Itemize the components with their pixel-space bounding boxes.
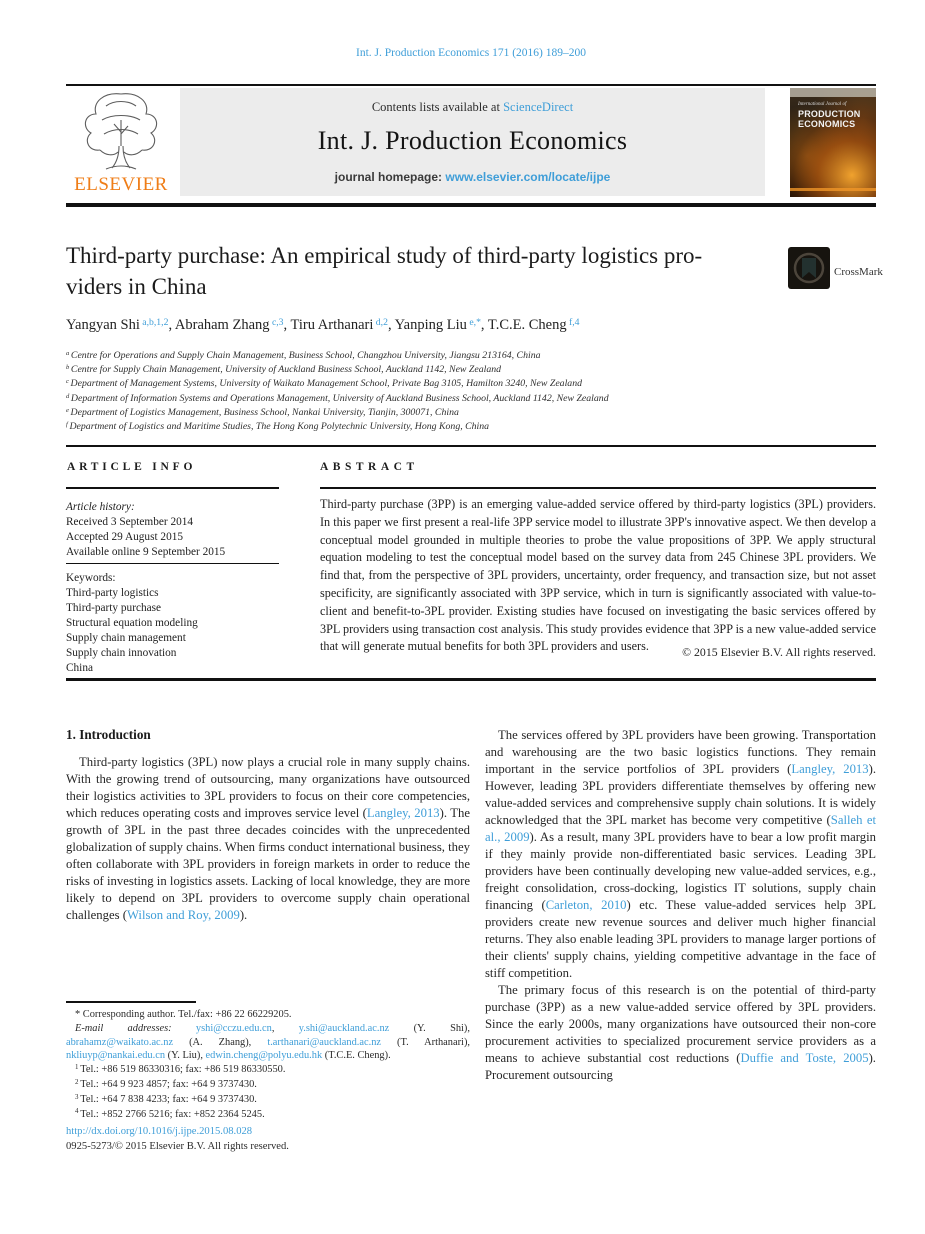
text-segment: ). However, leading 3PL providers differentiate themselves by offering new value-added services and comprehensive supply chain solutions. It is widely acknowledged that the 3PL market has become very competitive ( xyxy=(485,762,877,827)
journal-reference: Int. J. Production Economics 171 (2016) 189–200 xyxy=(356,47,586,59)
history-bottom-rule xyxy=(66,563,279,564)
affiliations xyxy=(66,349,876,434)
masthead-bottom-rule xyxy=(66,203,876,207)
text-segment: (T.C.E. Cheng). xyxy=(322,1050,391,1062)
intro-paragraph-2 xyxy=(485,727,876,982)
section-heading-introduction: 1. Introduction xyxy=(66,727,151,742)
history-accepted: Accepted 29 August 2015 xyxy=(66,531,184,543)
text-segment: Abraham Zhang xyxy=(174,317,270,333)
author-line xyxy=(66,317,876,334)
elsevier-tree-icon xyxy=(76,90,166,174)
inline-link[interactable]: edwin.cheng@polyu.edu.hk xyxy=(205,1050,323,1062)
text-segment: , xyxy=(283,317,291,333)
crossmark-icon xyxy=(788,247,830,289)
text-segment: (Y. Shi), xyxy=(389,1022,470,1034)
inline-link[interactable]: Duffie and Toste, 2005 xyxy=(740,1051,869,1065)
text-segment: (A. Zhang), xyxy=(173,1036,268,1048)
history-online: Available online 9 September 2015 xyxy=(66,546,226,558)
text-segment: The primary focus of this research is on the potential of third-party purchase (3PP) as a new value-added service offered by 3PL providers. Since the early 2000s, many organizations have outsourced their non-core procurement activities to specialized procurement service providers as a means to achieve substantial cost reductions ( xyxy=(485,983,876,1065)
inline-link[interactable]: y.shi@auckland.ac.nz xyxy=(298,1022,390,1034)
text-segment: ). Procurement outsourcing xyxy=(485,1051,876,1082)
footnote-separator xyxy=(66,1001,196,1003)
article-history xyxy=(66,500,279,560)
text-segment: Department of Logistics and Maritime Studies, The Hong Kong Polytechnic University, Hong Kong, China xyxy=(69,421,490,433)
keyword: Structural equation modeling xyxy=(66,617,198,629)
text-segment: d xyxy=(66,392,71,400)
text-segment: c xyxy=(66,378,71,386)
inline-link[interactable]: Salleh et al., 2009 xyxy=(485,813,876,844)
inline-link[interactable]: f,4 xyxy=(566,316,580,328)
text-segment: Tiru Arthanari xyxy=(290,317,374,333)
text-segment: Department of Logistics Management, Business School, Nankai University, Tianjin, 300071, China xyxy=(70,406,459,418)
text-segment: Yangyan Shi xyxy=(66,317,140,333)
inline-link[interactable]: yshi@cczu.edu.cn xyxy=(195,1022,272,1034)
article-info-heading-rule xyxy=(66,487,279,489)
text-segment: (Y. Liu), xyxy=(165,1050,206,1062)
homepage-line xyxy=(180,170,765,184)
affiliation-f xyxy=(66,420,876,434)
article-history-label: Article history: xyxy=(66,501,135,513)
crossmark-label: CrossMark xyxy=(834,266,883,278)
abstract-text: Third-party purchase (3PP) is an emerging value-added service offered by third-party logistics (3PL) providers. In this paper we first present a real-life 3PP service model to illustrate 3PP's innovative aspect. We then develop a conceptual model grounded in multiple theories to probe the value propositions of 3PP. We apply structural equation modeling to test the conceptual model based on the survey data from 245 Chinese 3PL providers. We find that, from the perspective of 3PL providers, uncertainty, order frequency, and transaction size, but not asset specificity, are significantly associated with 3PP service, which in turn is significantly associated with value-to-client and benefit-to-3PL provider. Existing studies have focused on investigating the basic services offered by 3PL providers using transaction cost analysis. This study provides evidence that 3PP is a new value-added service that will generate mutual benefits for both 3PL providers and users. xyxy=(320,497,876,654)
text-segment: 1 xyxy=(75,1063,81,1072)
abstract-bottom-rule xyxy=(66,678,876,681)
cover-series-label: International Journal of xyxy=(798,102,847,107)
journal-title: Int. J. Production Economics xyxy=(317,126,628,155)
elsevier-logo-panel[interactable] xyxy=(66,88,176,196)
inline-link[interactable]: c,3 xyxy=(269,316,284,328)
elsevier-wordmark: ELSEVIER xyxy=(74,174,168,195)
body-column-left xyxy=(66,754,470,924)
crossmark-badge[interactable] xyxy=(788,247,908,294)
keyword: Third-party logistics xyxy=(66,587,159,599)
inline-link[interactable]: t.arthanari@auckland.ac.nz xyxy=(267,1036,382,1048)
issn-copyright-line: 0925-5273/© 2015 Elsevier B.V. All rights reserved. xyxy=(66,1141,289,1152)
contents-line xyxy=(180,100,765,115)
text-segment: e xyxy=(66,406,71,414)
text-segment: Centre for Operations and Supply Chain Management, Business School, Changzhou University, Jiangsu 213164, China xyxy=(70,350,541,361)
masthead-band xyxy=(180,88,765,196)
text-segment: Department of Information Systems and Operations Management, University of Auckland Business School, Auckland 1142, New Zealand xyxy=(70,392,609,404)
keyword: Supply chain management xyxy=(66,632,186,644)
text-segment: , xyxy=(271,1022,299,1034)
keyword: Third-party purchase xyxy=(66,602,162,614)
article-title: Third-party purchase: An empirical study of third-party logistics pro- viders in China xyxy=(66,243,703,299)
inline-link[interactable]: Langley, 2013 xyxy=(791,762,869,776)
text-segment: E-mail addresses: xyxy=(75,1022,196,1034)
top-rule xyxy=(66,84,876,86)
sciencedirect-link[interactable]: ScienceDirect xyxy=(503,100,574,114)
abstract-heading: ABSTRACT xyxy=(320,461,419,473)
inline-link[interactable]: d,2 xyxy=(373,316,388,328)
keywords-label: Keywords: xyxy=(66,572,116,584)
email-addresses-note xyxy=(66,1022,470,1063)
text-segment: f xyxy=(66,421,70,429)
text-segment: (T. Arthanari), xyxy=(381,1036,470,1048)
inline-link[interactable]: abrahamz@waikato.ac.nz xyxy=(66,1036,174,1048)
affiliation-c xyxy=(66,377,876,391)
contents-prefix: Contents lists available at xyxy=(371,100,504,114)
text-segment: Centre for Supply Chain Management, University of Auckland Business School, Auckland 1142, New Zealand xyxy=(70,364,502,376)
footnote-tel-4 xyxy=(66,1108,470,1123)
text-segment: Tel.: +64 7 838 4233; fax: +64 9 3737430. xyxy=(80,1093,257,1105)
footnote-tel-1 xyxy=(66,1063,470,1078)
inline-link[interactable]: nkliuyp@nankai.edu.cn xyxy=(66,1050,166,1062)
text-segment: 3 xyxy=(75,1092,81,1101)
inline-link[interactable]: Carleton, 2010 xyxy=(545,898,627,912)
body-column-right xyxy=(485,727,876,1084)
text-segment: The services offered by 3PL providers have been growing. Transportation and warehousing are the two basic logistics functions. They remain important in the service portfolios of 3PL providers ( xyxy=(485,728,876,776)
keyword: Supply chain innovation xyxy=(66,647,177,659)
text-segment: Third-party logistics (3PL) now plays a crucial role in many supply chains. With the growing trend of outsourcing, many organizations have outsourced their logistics activities to 3PL providers to focus on their core competencies, which reduces operating costs and improves service level ( xyxy=(66,755,470,820)
text-segment: 2 xyxy=(75,1077,81,1086)
text-segment: , xyxy=(168,317,175,333)
cover-title: PRODUCTION ECONOMICS xyxy=(798,109,861,129)
text-segment: T.C.E. Cheng xyxy=(487,317,567,333)
affiliation-e xyxy=(66,406,876,420)
affiliation-d xyxy=(66,392,876,406)
article-info-heading: ARTICLE INFO xyxy=(67,461,197,473)
keywords-block xyxy=(66,571,279,676)
text-segment: , xyxy=(387,317,395,333)
intro-paragraph-1 xyxy=(66,754,470,924)
inline-link[interactable]: Wilson and Roy, 2009 xyxy=(126,908,240,922)
inline-link[interactable]: Langley, 2013 xyxy=(366,806,440,820)
text-segment: Department of Management Systems, University of Waikato Management School, Private Bag 3105, Hamilton 3240, New Zealand xyxy=(70,378,582,390)
affiliation-b xyxy=(66,363,876,377)
text-segment: b xyxy=(66,364,71,372)
journal-cover-thumbnail[interactable] xyxy=(790,88,876,197)
text-segment: Tel.: +86 519 86330316; fax: +86 519 86330550. xyxy=(80,1064,286,1076)
text-segment: 4 xyxy=(75,1107,81,1116)
homepage-link[interactable]: www.elsevier.com/locate/ijpe xyxy=(445,170,611,184)
footnotes-block xyxy=(66,1008,470,1122)
text-segment: ). As a result, many 3PL providers have to bear a low profit margin if they mainly provide non-differentiated basic services. Leading 3PL providers have been continually developing new value-added services, e.g., freight consolidation, cross-docking, logistics IT solutions, supply chain financing ( xyxy=(485,830,876,912)
doi-link[interactable]: http://dx.doi.org/10.1016/j.ijpe.2015.08.028 xyxy=(66,1126,253,1137)
homepage-prefix: journal homepage: xyxy=(334,170,446,184)
inline-link[interactable]: e,* xyxy=(466,316,481,328)
text-segment: ) etc. These value-added services help 3PL providers create new revenue sources and deliver much higher financial returns. They also enable leading 3PL providers to manage larger portions of their clients' supply chains, yielding competitive advantage in the face of stiff competition. xyxy=(485,898,876,980)
text-segment: Yanping Liu xyxy=(394,317,467,333)
footnote-tel-3 xyxy=(66,1093,470,1108)
keyword: China xyxy=(66,662,93,674)
intro-paragraph-3 xyxy=(485,982,876,1084)
history-received: Received 3 September 2014 xyxy=(66,516,194,528)
text-segment: Tel.: +852 2766 5216; fax: +852 2364 5245. xyxy=(80,1108,265,1120)
abstract-heading-rule xyxy=(320,487,876,489)
affiliation-a xyxy=(66,349,876,363)
text-segment: Tel.: +64 9 923 4857; fax: +64 9 3737430. xyxy=(80,1078,257,1090)
info-top-rule xyxy=(66,445,876,447)
corresponding-author-note: * Corresponding author. Tel./fax: +86 22 66229205. xyxy=(75,1009,292,1020)
text-segment: ). xyxy=(239,908,248,922)
text-segment: a xyxy=(66,350,71,358)
text-segment: , xyxy=(480,317,488,333)
footnote-tel-2 xyxy=(66,1078,470,1093)
text-segment: ). The growth of 3PL in the past three decades coincides with the unprecedented globalization of supply chains. When firms conduct international business, they often collaborate with 3PL providers in foreign markets in order to reduce the risks of investing in logistics assets. Lacking of local knowledge, they are more likely to depend on 3PL providers to overcome supply chain operational challenges ( xyxy=(66,806,470,922)
abstract-copyright: © 2015 Elsevier B.V. All rights reserved. xyxy=(682,645,876,659)
inline-link[interactable]: a,b,1,2 xyxy=(139,316,169,328)
